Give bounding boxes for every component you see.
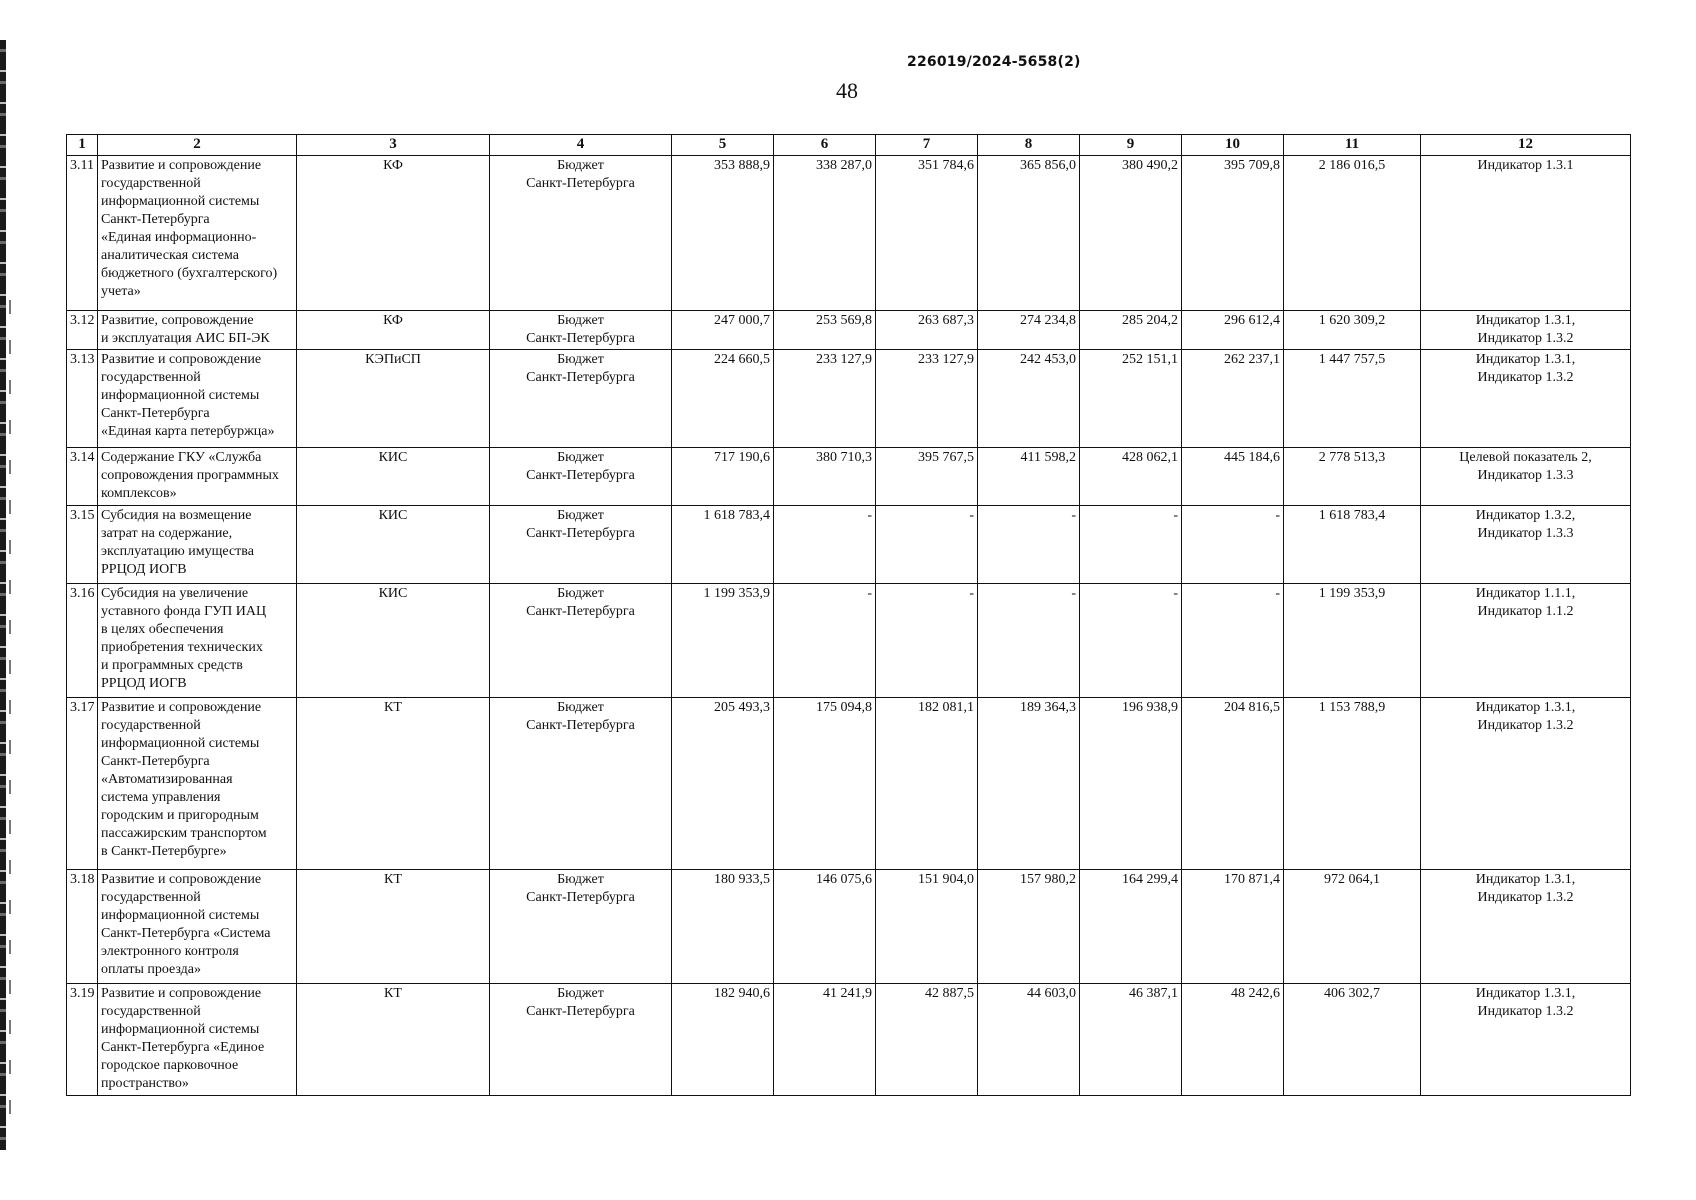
activity-name: Развитие и сопровождение государственной информационной системы Санкт-Петербурга «Единое городское парковочное пространство» [98,984,297,1096]
table-row [67,506,1631,584]
value-col-10: 395 709,8 [1182,156,1284,311]
row-number: 3.15 [67,506,98,584]
funding-source: Бюджет Санкт-Петербурга [490,698,672,870]
funding-source: Бюджет Санкт-Петербурга [490,584,672,698]
col-header-7: 7 [876,135,978,156]
col-header-1: 1 [67,135,98,156]
table-row [67,156,1631,311]
total-value: 406 302,7 [1284,984,1421,1096]
scan-edge-artifact-secondary [9,300,11,1120]
executor: КТ [297,984,490,1096]
executor: КФ [297,311,490,350]
row-number: 3.11 [67,156,98,311]
indicator: Индикатор 1.3.1 [1421,156,1631,311]
table-row [67,584,1631,698]
indicator: Индикатор 1.3.1, Индикатор 1.3.2 [1421,984,1631,1096]
col-header-5: 5 [672,135,774,156]
table-row [67,984,1631,1096]
value-col-7: 233 127,9 [876,350,978,448]
executor: КТ [297,698,490,870]
value-col-8: 44 603,0 [978,984,1080,1096]
executor: КЭПиСП [297,350,490,448]
activity-name: Субсидия на возмещение затрат на содержание, эксплуатацию имущества РРЦОД ИОГВ [98,506,297,584]
value-col-7: 182 081,1 [876,698,978,870]
value-col-9: 428 062,1 [1080,448,1182,506]
col-header-6: 6 [774,135,876,156]
value-col-10: 204 816,5 [1182,698,1284,870]
col-header-2: 2 [98,135,297,156]
row-number: 3.18 [67,870,98,984]
value-col-10: 262 237,1 [1182,350,1284,448]
activity-name: Развитие и сопровождение государственной информационной системы Санкт-Петербурга «Автоматизированная система управления городским и пригородным пассажирским транспортом в Санкт-Петербурге» [98,698,297,870]
value-col-8: 274 234,8 [978,311,1080,350]
document-registration-number: 226019/2024-5658(2) [907,54,1081,70]
value-col-5: 1 618 783,4 [672,506,774,584]
total-value: 1 199 353,9 [1284,584,1421,698]
indicator: Индикатор 1.3.1, Индикатор 1.3.2 [1421,350,1631,448]
activity-name: Развитие и сопровождение государственной информационной системы Санкт-Петербурга «Система электронного контроля оплаты проезда» [98,870,297,984]
value-col-5: 1 199 353,9 [672,584,774,698]
indicator: Индикатор 1.3.1, Индикатор 1.3.2 [1421,311,1631,350]
value-col-5: 717 190,6 [672,448,774,506]
value-col-7: 351 784,6 [876,156,978,311]
value-col-7: 151 904,0 [876,870,978,984]
value-col-8: 157 980,2 [978,870,1080,984]
value-col-5: 224 660,5 [672,350,774,448]
row-number: 3.16 [67,584,98,698]
value-col-8: - [978,506,1080,584]
funding-source: Бюджет Санкт-Петербурга [490,311,672,350]
total-value: 1 447 757,5 [1284,350,1421,448]
row-number: 3.14 [67,448,98,506]
col-header-9: 9 [1080,135,1182,156]
value-col-9: 285 204,2 [1080,311,1182,350]
executor: КИС [297,506,490,584]
value-col-5: 182 940,6 [672,984,774,1096]
row-number: 3.13 [67,350,98,448]
indicator: Целевой показатель 2, Индикатор 1.3.3 [1421,448,1631,506]
table-row [67,350,1631,448]
executor: КИС [297,448,490,506]
value-col-6: - [774,584,876,698]
value-col-5: 353 888,9 [672,156,774,311]
value-col-7: 395 767,5 [876,448,978,506]
value-col-9: - [1080,506,1182,584]
program-activities-table [66,134,1631,1096]
indicator: Индикатор 1.1.1, Индикатор 1.1.2 [1421,584,1631,698]
value-col-8: 189 364,3 [978,698,1080,870]
funding-source: Бюджет Санкт-Петербурга [490,984,672,1096]
table-row [67,870,1631,984]
col-header-4: 4 [490,135,672,156]
funding-source: Бюджет Санкт-Петербурга [490,350,672,448]
table-row [67,311,1631,350]
value-col-9: 380 490,2 [1080,156,1182,311]
value-col-8: 365 856,0 [978,156,1080,311]
scan-edge-artifact [0,40,6,1150]
value-col-8: - [978,584,1080,698]
funding-source: Бюджет Санкт-Петербурга [490,156,672,311]
activity-name: Субсидия на увеличение уставного фонда ГУП ИАЦ в целях обеспечения приобретения технических и программных средств РРЦОД ИОГВ [98,584,297,698]
value-col-7: 263 687,3 [876,311,978,350]
value-col-6: 380 710,3 [774,448,876,506]
total-value: 1 618 783,4 [1284,506,1421,584]
value-col-9: - [1080,584,1182,698]
col-header-12: 12 [1421,135,1631,156]
indicator: Индикатор 1.3.1, Индикатор 1.3.2 [1421,870,1631,984]
row-number: 3.17 [67,698,98,870]
activity-name: Развитие и сопровождение государственной информационной системы Санкт-Петербурга «Единая карта петербуржца» [98,350,297,448]
col-header-3: 3 [297,135,490,156]
indicator: Индикатор 1.3.2, Индикатор 1.3.3 [1421,506,1631,584]
executor: КТ [297,870,490,984]
value-col-6: 175 094,8 [774,698,876,870]
column-number-header-row [67,135,1631,156]
funding-source: Бюджет Санкт-Петербурга [490,448,672,506]
value-col-9: 196 938,9 [1080,698,1182,870]
value-col-9: 164 299,4 [1080,870,1182,984]
value-col-10: - [1182,584,1284,698]
value-col-10: 170 871,4 [1182,870,1284,984]
row-number: 3.12 [67,311,98,350]
indicator: Индикатор 1.3.1, Индикатор 1.3.2 [1421,698,1631,870]
activity-name: Развитие, сопровождение и эксплуатация АИС БП-ЭК [98,311,297,350]
activity-name: Развитие и сопровождение государственной информационной системы Санкт-Петербурга «Единая информационно- аналитическая система бюджетного (бухгалтерского) учета» [98,156,297,311]
executor: КФ [297,156,490,311]
value-col-8: 242 453,0 [978,350,1080,448]
total-value: 1 620 309,2 [1284,311,1421,350]
value-col-10: 296 612,4 [1182,311,1284,350]
total-value: 2 186 016,5 [1284,156,1421,311]
value-col-7: - [876,506,978,584]
value-col-5: 247 000,7 [672,311,774,350]
value-col-6: 233 127,9 [774,350,876,448]
value-col-10: 48 242,6 [1182,984,1284,1096]
table-row [67,698,1631,870]
funding-source: Бюджет Санкт-Петербурга [490,506,672,584]
value-col-10: - [1182,506,1284,584]
col-header-10: 10 [1182,135,1284,156]
funding-source: Бюджет Санкт-Петербурга [490,870,672,984]
table-row [67,448,1631,506]
value-col-9: 46 387,1 [1080,984,1182,1096]
page-number: 48 [836,78,858,103]
value-col-5: 205 493,3 [672,698,774,870]
row-number: 3.19 [67,984,98,1096]
value-col-6: 146 075,6 [774,870,876,984]
total-value: 972 064,1 [1284,870,1421,984]
col-header-8: 8 [978,135,1080,156]
value-col-5: 180 933,5 [672,870,774,984]
value-col-8: 411 598,2 [978,448,1080,506]
value-col-7: 42 887,5 [876,984,978,1096]
total-value: 2 778 513,3 [1284,448,1421,506]
total-value: 1 153 788,9 [1284,698,1421,870]
activity-name: Содержание ГКУ «Служба сопровождения программных комплексов» [98,448,297,506]
value-col-9: 252 151,1 [1080,350,1182,448]
col-header-11: 11 [1284,135,1421,156]
value-col-6: 253 569,8 [774,311,876,350]
value-col-6: 41 241,9 [774,984,876,1096]
value-col-7: - [876,584,978,698]
value-col-6: - [774,506,876,584]
value-col-10: 445 184,6 [1182,448,1284,506]
value-col-6: 338 287,0 [774,156,876,311]
executor: КИС [297,584,490,698]
